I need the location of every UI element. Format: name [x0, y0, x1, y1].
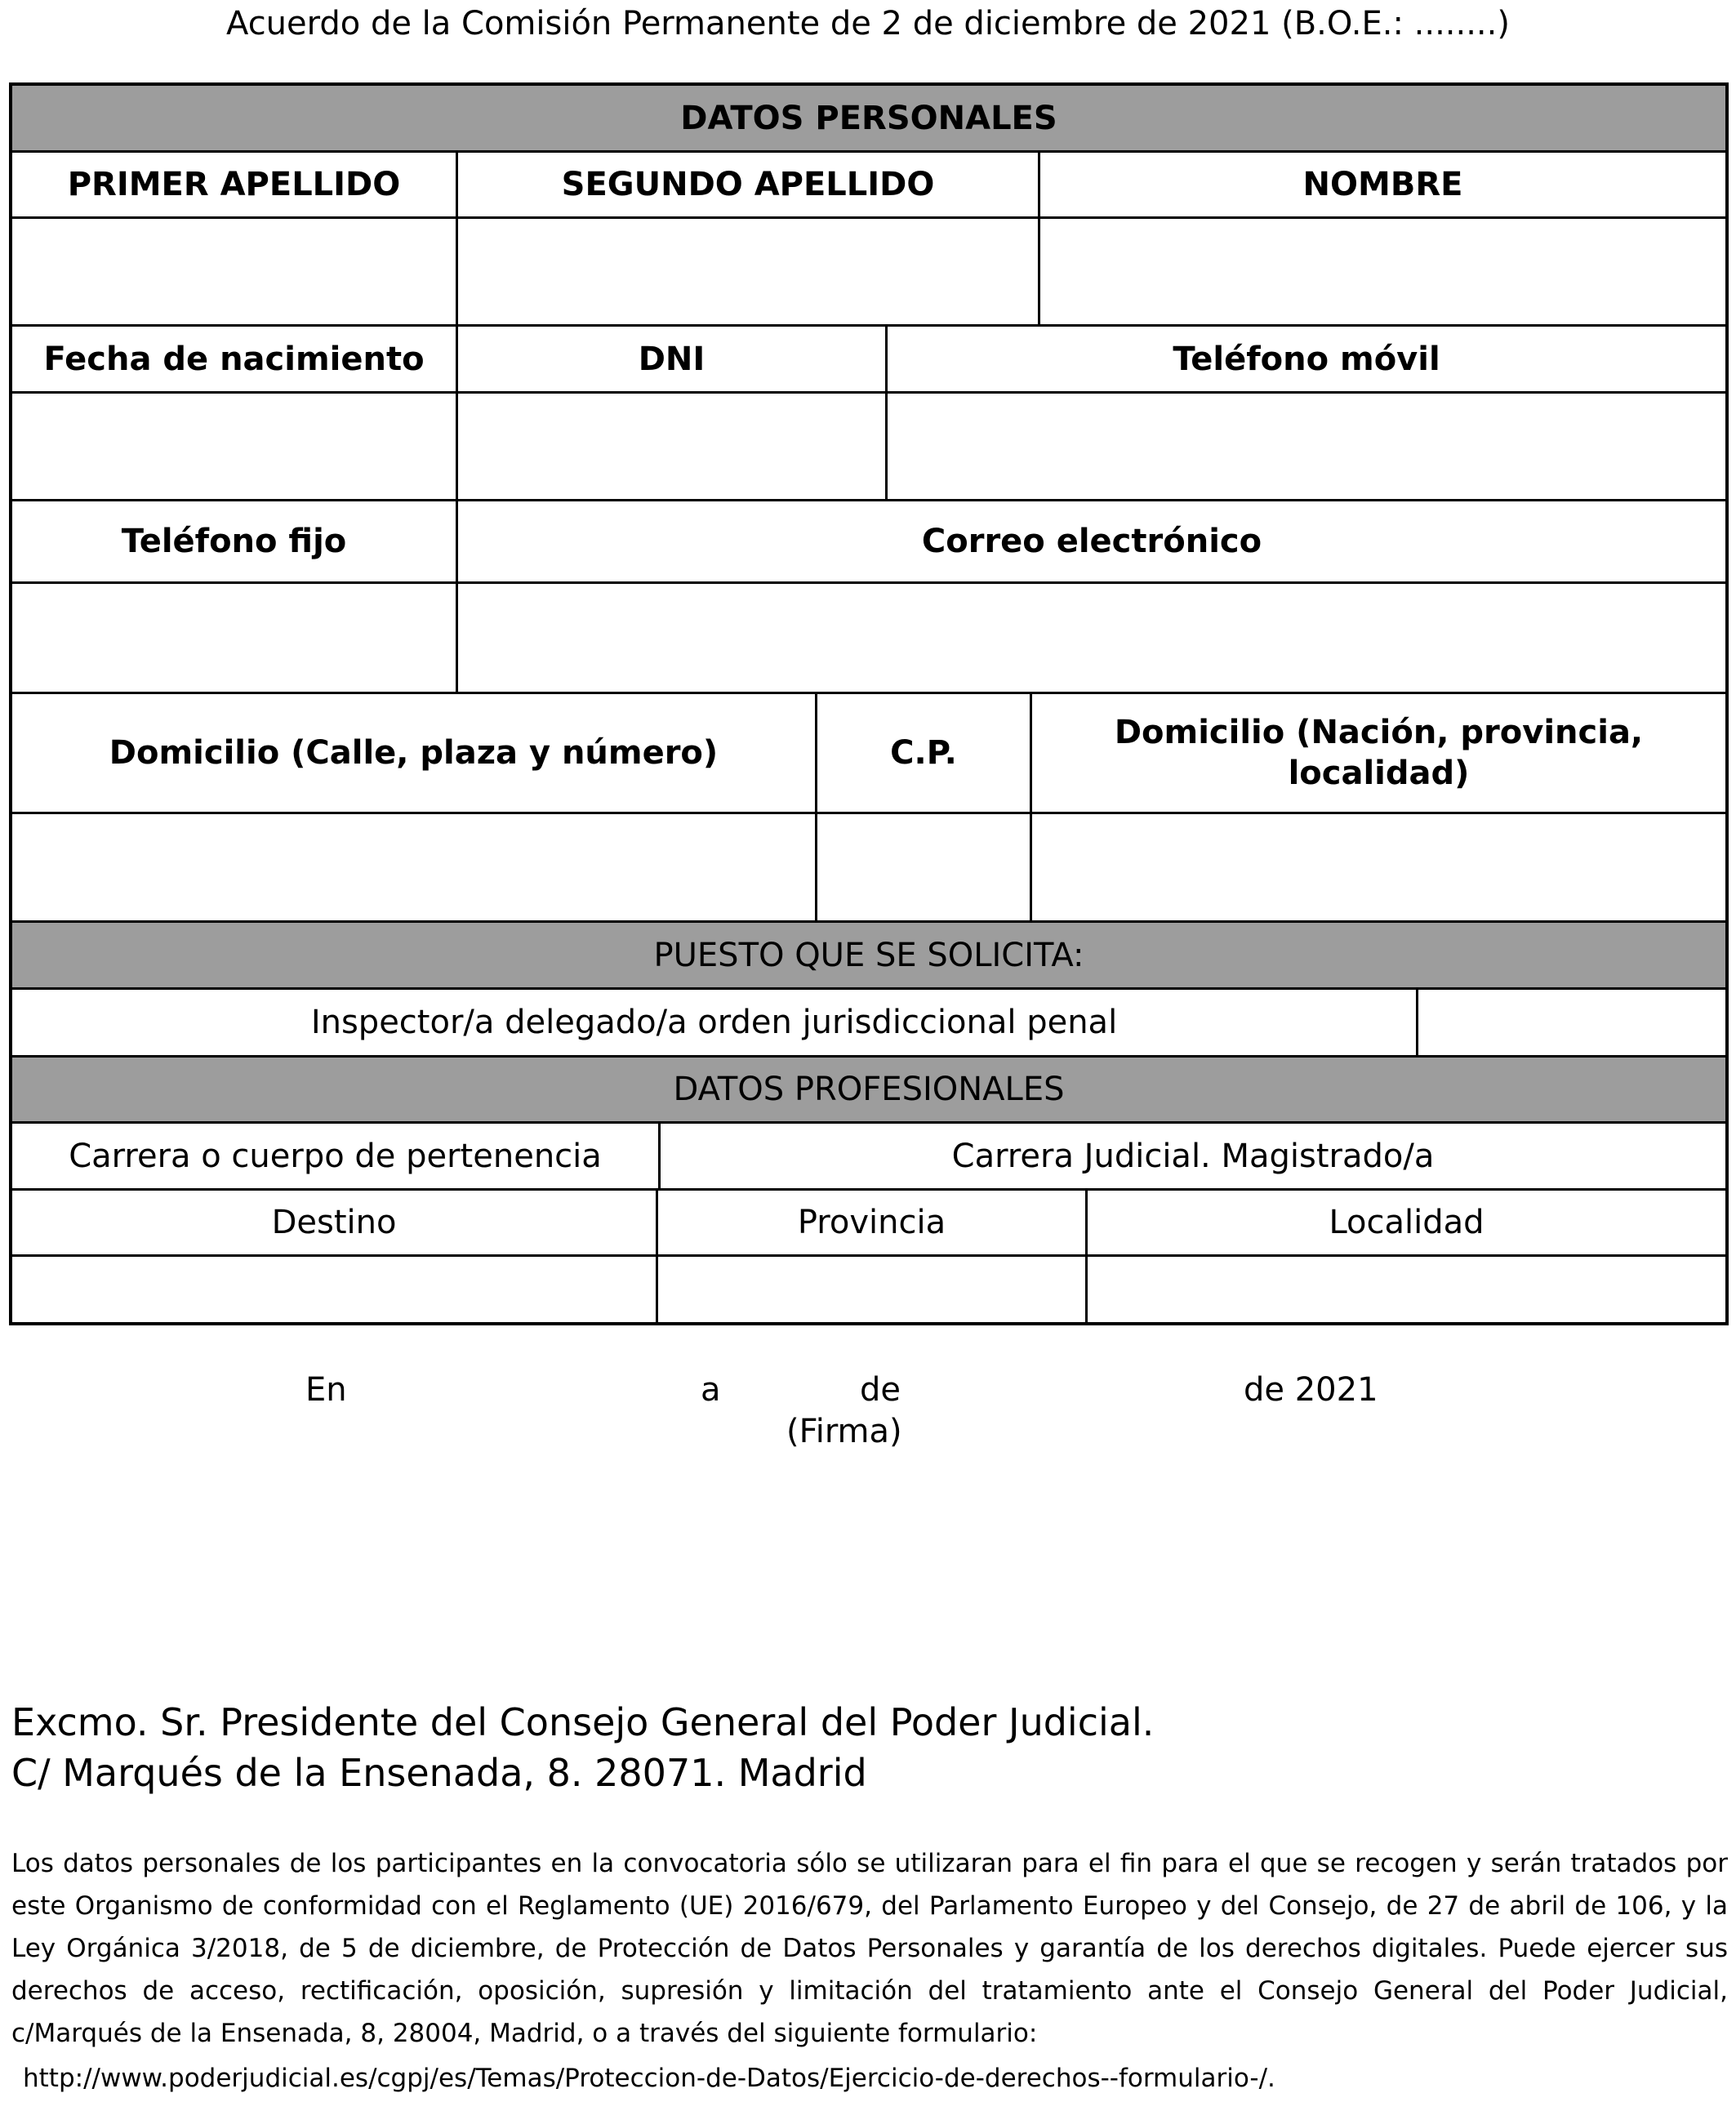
field-fecha-nacimiento[interactable] — [12, 394, 458, 501]
label-dni: DNI — [458, 327, 888, 394]
puesto-value: Inspector/a delegado/a orden jurisdiccional penal — [12, 990, 1418, 1058]
application-form — [9, 82, 1729, 1325]
field-primer-apellido[interactable] — [12, 219, 458, 327]
field-destino[interactable] — [12, 1257, 658, 1322]
field-provincia[interactable] — [656, 1257, 1088, 1322]
label-cp: C.P. — [817, 694, 1032, 814]
section-header-personal: DATOS PERSONALES — [12, 86, 1725, 153]
field-localidad[interactable] — [1088, 1257, 1725, 1322]
label-correo: Correo electrónico — [458, 501, 1725, 584]
field-telefono-movil[interactable] — [888, 394, 1725, 501]
label-telefono-fijo: Teléfono fijo — [12, 501, 458, 584]
label-domicilio-nacion: Domicilio (Nación, provincia, localidad) — [1032, 694, 1725, 814]
label-fecha-nacimiento: Fecha de nacimiento — [12, 327, 458, 394]
label-de-year: de 2021 — [1244, 1371, 1378, 1409]
label-segundo-apellido: SEGUNDO APELLIDO — [458, 153, 1040, 219]
field-telefono-fijo[interactable] — [12, 584, 458, 694]
label-firma: (Firma) — [786, 1413, 902, 1450]
label-primer-apellido: PRIMER APELLIDO — [12, 153, 458, 219]
address-line: C/ Marqués de la Ensenada, 8. 28071. Madrid — [11, 1751, 867, 1795]
label-telefono-movil: Teléfono móvil — [888, 327, 1725, 394]
section-header-profesional: DATOS PROFESIONALES — [12, 1058, 1725, 1124]
label-provincia: Provincia — [658, 1191, 1088, 1257]
label-localidad: Localidad — [1088, 1191, 1725, 1257]
field-domicilio-nacion[interactable] — [1032, 814, 1725, 923]
puesto-checkbox[interactable] — [1418, 990, 1725, 1058]
carrera-value: Carrera Judicial. Magistrado/a — [661, 1124, 1725, 1191]
label-de: de — [860, 1371, 901, 1409]
privacy-form-link[interactable]: http://www.poderjudicial.es/cgpj/es/Temas/Proteccion-de-Datos/Ejercicio-de-derechos--formulario-/. — [23, 2064, 1275, 2093]
acuerdo-line: Acuerdo de la Comisión Permanente de 2 de diciembre de 2021 (B.O.E.: ........) — [226, 5, 1510, 42]
label-domicilio-calle: Domicilio (Calle, plaza y número) — [12, 694, 817, 814]
label-destino: Destino — [12, 1191, 658, 1257]
privacy-notice: Los datos personales de los participantes en la convocatoria sólo se utilizaran para el fin para el que se recogen y serán tratados por este Organismo de conformidad con el Reglamento (UE) 2016/679, del Parlamento Europeo y del Consejo, de 27 de abril de 106, y la Ley Orgánica 3/2018, de 5 de diciembre, de Protección de Datos Personales y garantía de los derechos digitales. Puede ejercer sus derechos de acceso, rectificación, oposición, supresión y limitación del tratamiento ante el Consejo General del Poder Judicial, c/Marqués de la Ensenada, 8, 28004, Madrid, o a través del siguiente formulario: — [11, 1849, 1728, 2048]
field-cp[interactable] — [815, 814, 1032, 923]
addressee-line: Excmo. Sr. Presidente del Consejo General del Poder Judicial. — [11, 1700, 1155, 1744]
field-segundo-apellido[interactable] — [456, 219, 1040, 327]
label-a: a — [701, 1371, 721, 1409]
field-domicilio-calle[interactable] — [12, 814, 817, 923]
field-nombre[interactable] — [1040, 219, 1725, 327]
field-dni[interactable] — [456, 394, 888, 501]
label-carrera: Carrera o cuerpo de pertenencia — [12, 1124, 661, 1191]
section-header-puesto: PUESTO QUE SE SOLICITA: — [12, 923, 1725, 990]
field-correo[interactable] — [456, 584, 1725, 694]
label-en: En — [305, 1371, 347, 1409]
label-nombre: NOMBRE — [1040, 153, 1725, 219]
